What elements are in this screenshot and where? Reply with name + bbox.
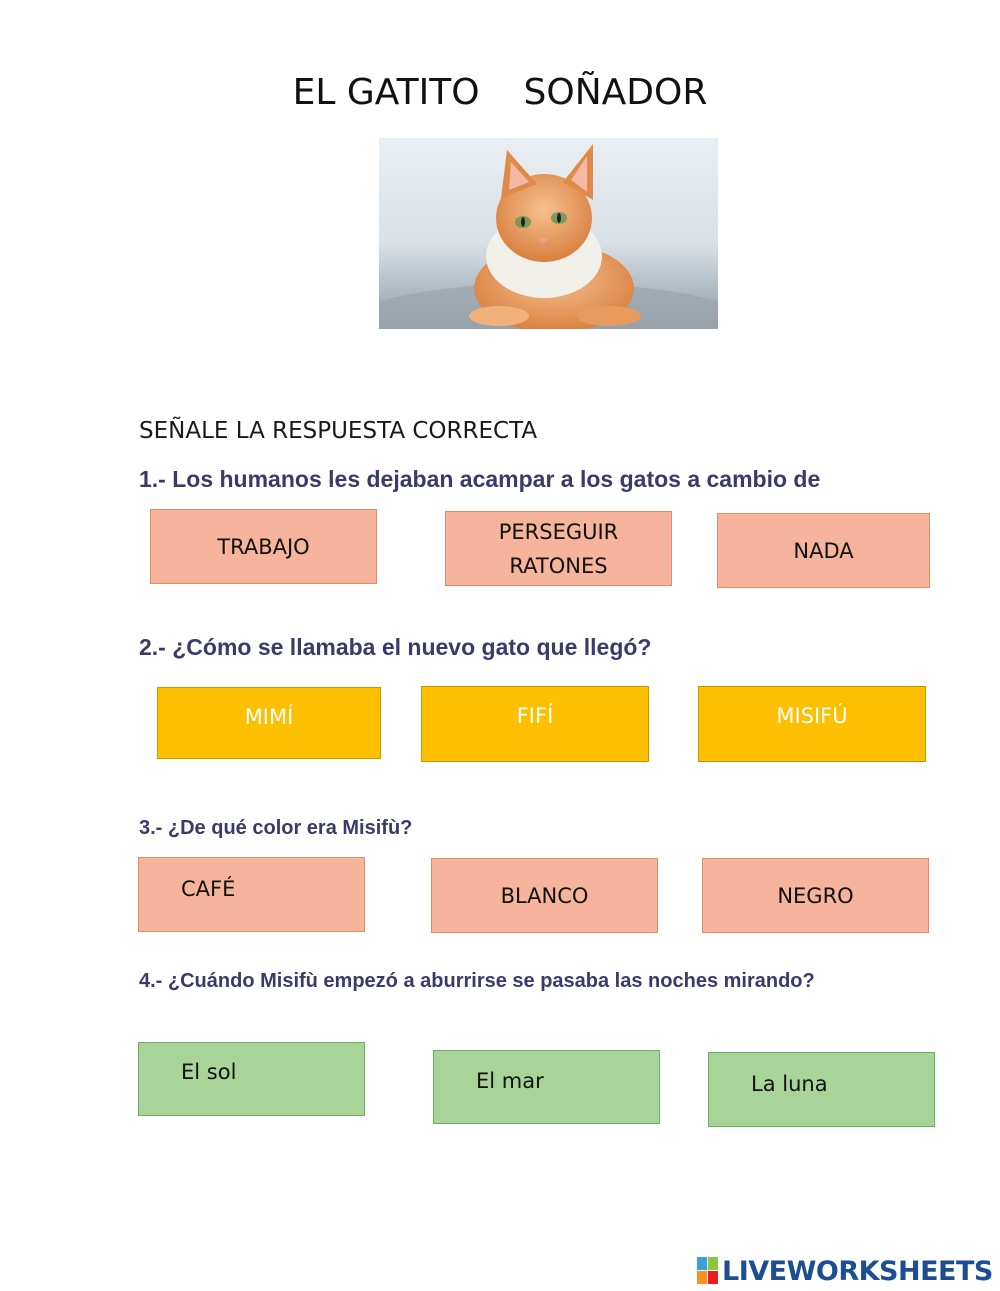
q1-option-trabajo[interactable]: TRABAJO	[150, 509, 377, 584]
question-3: 3.- ¿De qué color era Misifù?	[139, 817, 413, 839]
q4-option-el-sol[interactable]: El sol	[138, 1042, 365, 1116]
question-2: 2.- ¿Cómo se llamaba el nuevo gato que llegó?	[139, 634, 652, 660]
logo-text: LIVEWORKSHEETS	[722, 1255, 993, 1287]
q4-option-la-luna[interactable]: La luna	[708, 1052, 935, 1127]
q3-option-blanco[interactable]: BLANCO	[431, 858, 658, 933]
liveworksheets-logo-icon	[697, 1257, 719, 1285]
title-word-2: SOÑADOR	[523, 72, 708, 113]
q1-option-nada[interactable]: NADA	[717, 513, 930, 588]
q2-option-fifi[interactable]: FIFÍ	[421, 686, 649, 762]
q2-option-misifu[interactable]: MISIFÚ	[698, 686, 926, 762]
q2-option-mimi[interactable]: MIMÍ	[157, 687, 381, 759]
q3-option-negro[interactable]: NEGRO	[702, 858, 929, 933]
question-4: 4.- ¿Cuándo Misifù empezó a aburrirse se pasaba las noches mirando?	[139, 970, 815, 992]
q3-option-cafe[interactable]: CAFÉ	[138, 857, 365, 932]
q1-option-perseguir-ratones[interactable]: PERSEGUIR RATONES	[445, 511, 672, 586]
instruction-text: SEÑALE LA RESPUESTA CORRECTA	[139, 418, 538, 444]
q4-option-el-mar[interactable]: El mar	[433, 1050, 660, 1124]
title-word-1: EL GATITO	[292, 72, 480, 113]
liveworksheets-logo	[697, 1254, 993, 1288]
worksheet-title	[0, 72, 1000, 113]
question-1: 1.- Los humanos les dejaban acampar a los gatos a cambio de	[139, 466, 821, 492]
cat-photo	[379, 138, 718, 329]
cat-illustration	[379, 138, 718, 329]
